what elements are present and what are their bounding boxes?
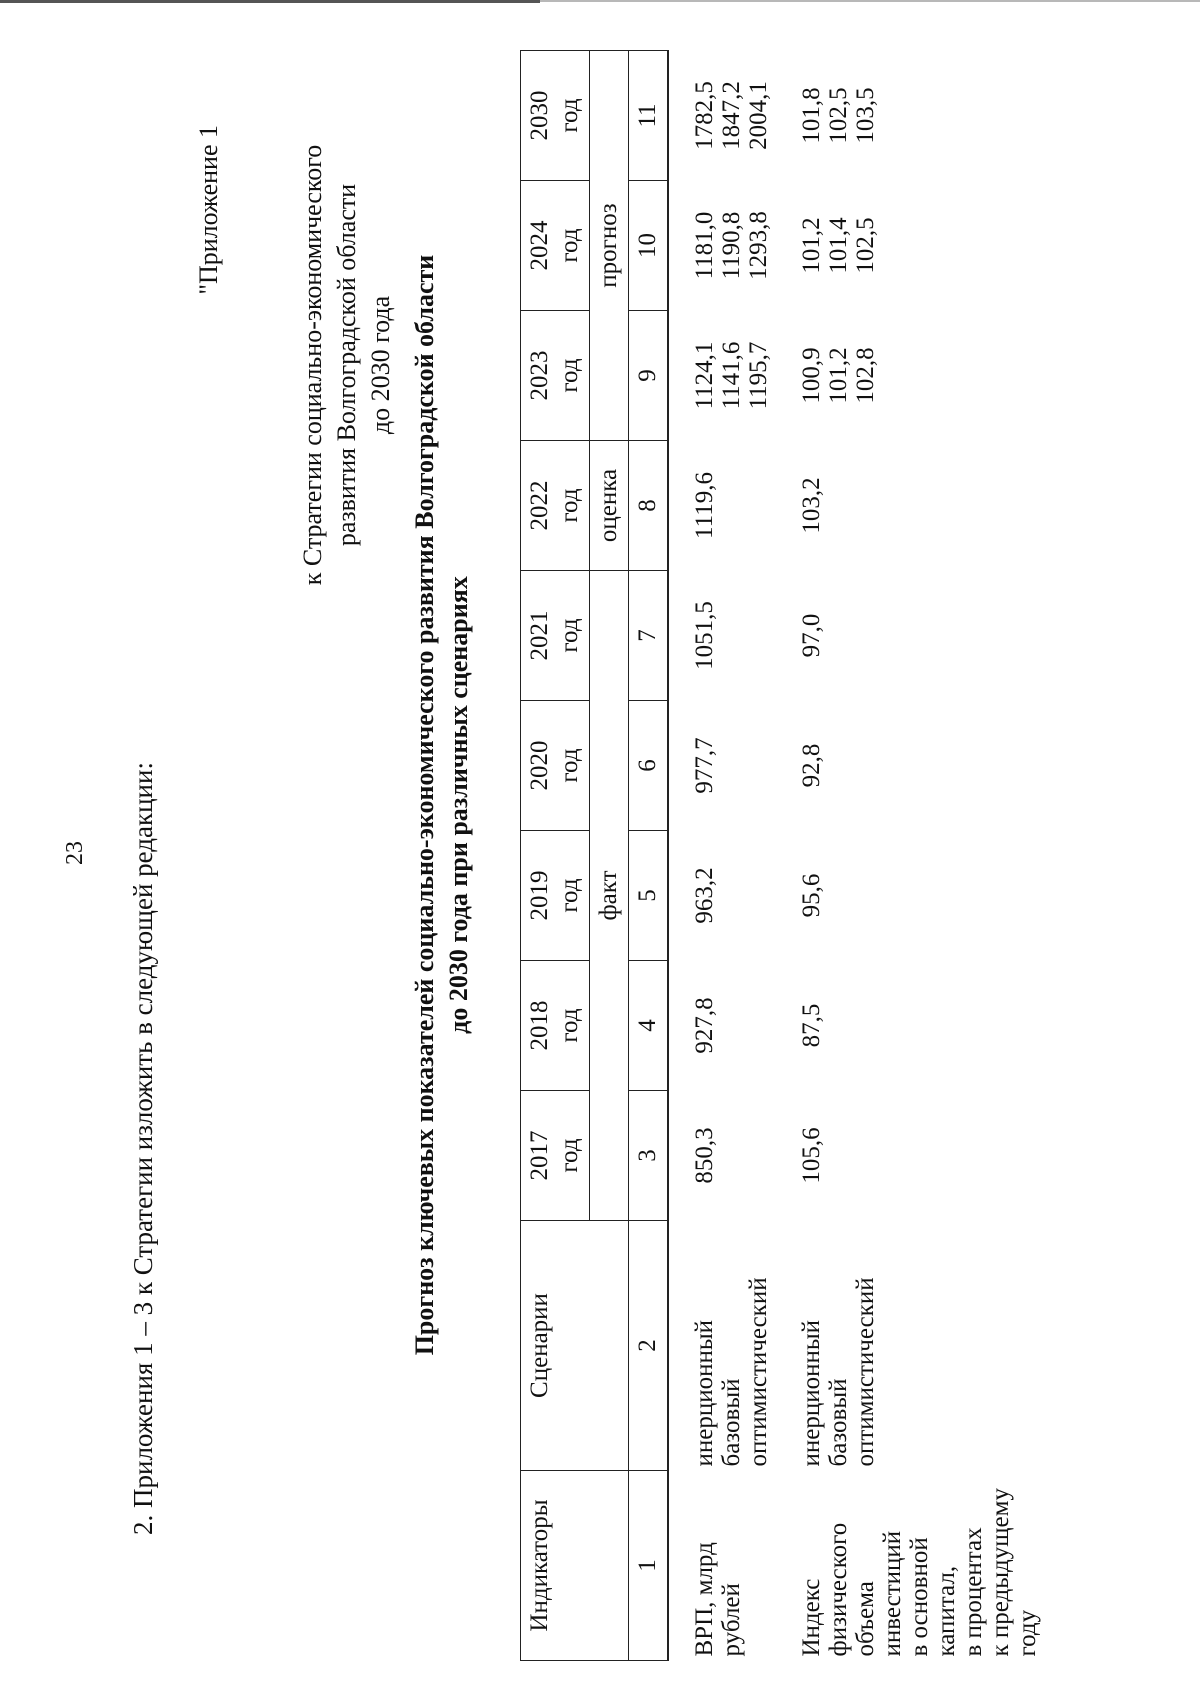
value: 850,3 bbox=[691, 1127, 718, 1184]
column-number: 3 bbox=[629, 1091, 669, 1221]
year-label: 2024 bbox=[526, 220, 553, 271]
column-number: 10 bbox=[629, 181, 669, 311]
year-unit: год bbox=[556, 488, 583, 523]
forecast-table bbox=[520, 50, 1045, 1661]
value: 100,9 bbox=[798, 347, 825, 404]
column-number: 8 bbox=[629, 441, 669, 571]
value-cell bbox=[776, 181, 1045, 311]
year-unit: год bbox=[556, 98, 583, 133]
value: 1124,1 bbox=[691, 341, 718, 410]
value: 977,7 bbox=[691, 737, 718, 794]
table-row bbox=[668, 51, 776, 1661]
value-cell bbox=[668, 961, 776, 1091]
value: 1847,2 bbox=[718, 81, 745, 150]
column-number: 6 bbox=[629, 701, 669, 831]
table-header-row bbox=[521, 51, 590, 1661]
value: 1119,6 bbox=[691, 472, 718, 539]
value: 963,2 bbox=[691, 867, 718, 924]
scenario-label: оптимистический bbox=[745, 1277, 772, 1467]
column-number: 2 bbox=[629, 1221, 669, 1471]
value-cell bbox=[776, 571, 1045, 701]
indicator-line: Индекс физического bbox=[798, 1522, 852, 1657]
year-label: 2023 bbox=[526, 350, 553, 401]
indicator-line: объема инвестиций bbox=[852, 1530, 906, 1657]
indicator-cell bbox=[776, 1471, 1045, 1661]
value: 1181,0 bbox=[691, 211, 718, 280]
indicator-line: году bbox=[1014, 1609, 1041, 1657]
value: 103,2 bbox=[798, 477, 825, 534]
header-year bbox=[521, 961, 590, 1091]
scenario-label: оптимистический bbox=[852, 1277, 879, 1467]
year-label: 2017 bbox=[526, 1130, 553, 1181]
appendix-block bbox=[192, 105, 398, 625]
year-label: 2020 bbox=[526, 740, 553, 791]
header-year bbox=[521, 311, 590, 441]
value-cell bbox=[776, 961, 1045, 1091]
value: 2004,1 bbox=[745, 81, 772, 150]
value: 102,5 bbox=[852, 217, 879, 274]
year-unit: год bbox=[556, 618, 583, 653]
year-label: 2030 bbox=[526, 90, 553, 141]
value: 102,8 bbox=[852, 347, 879, 404]
header-year bbox=[521, 181, 590, 311]
year-unit: год bbox=[556, 878, 583, 913]
intro-text: 2. Приложения 1 – 3 к Стратегии изложить в следующей редакции: bbox=[128, 762, 158, 1535]
group-estimate: оценка bbox=[590, 441, 629, 571]
value: 92,8 bbox=[798, 743, 825, 788]
appendix-caption-line: до 2030 года bbox=[366, 295, 395, 435]
value: 103,5 bbox=[852, 87, 879, 144]
value-cell bbox=[776, 311, 1045, 441]
header-scenarios: Сценарии bbox=[521, 1221, 629, 1471]
table-title-line: Прогноз ключевых показателей социально-экономического развития Волгоградской области bbox=[410, 254, 439, 1356]
value-cell bbox=[668, 701, 776, 831]
table-body bbox=[668, 51, 1045, 1661]
header-year bbox=[521, 441, 590, 571]
value: 102,5 bbox=[825, 87, 852, 144]
indicator-line: ВРП, млрд рублей bbox=[691, 1542, 745, 1657]
column-number: 4 bbox=[629, 961, 669, 1091]
year-label: 2018 bbox=[526, 1000, 553, 1051]
column-number: 1 bbox=[629, 1471, 669, 1661]
value-cell bbox=[776, 701, 1045, 831]
year-unit: год bbox=[556, 228, 583, 263]
value: 87,5 bbox=[798, 1003, 825, 1048]
table-row bbox=[776, 51, 1045, 1661]
scenario-label: инерционный bbox=[691, 1319, 718, 1467]
value-cell bbox=[776, 1091, 1045, 1221]
value: 101,2 bbox=[825, 347, 852, 404]
year-unit: год bbox=[556, 748, 583, 783]
scenario-label: базовый bbox=[718, 1378, 745, 1467]
table-title-line: до 2030 года при различных сценариях bbox=[444, 576, 473, 1034]
indicator-line: в основной капитал, bbox=[906, 1537, 960, 1657]
header-year bbox=[521, 831, 590, 961]
group-fact: факт bbox=[590, 571, 629, 1221]
table-title bbox=[408, 25, 476, 1585]
scenario-label: инерционный bbox=[798, 1319, 825, 1467]
value-cell bbox=[668, 1091, 776, 1221]
scenario-label: базовый bbox=[825, 1378, 852, 1467]
value: 101,4 bbox=[825, 217, 852, 274]
value: 105,6 bbox=[798, 1127, 825, 1184]
scenario-cell bbox=[668, 1221, 776, 1471]
value: 1293,8 bbox=[745, 211, 772, 280]
header-year bbox=[521, 51, 590, 181]
value: 95,6 bbox=[798, 873, 825, 918]
indicator-line: к предыдущему bbox=[987, 1488, 1014, 1657]
appendix-title: "Приложение 1 bbox=[194, 125, 223, 295]
value: 1782,5 bbox=[691, 81, 718, 150]
value: 101,8 bbox=[798, 87, 825, 144]
value: 1141,6 bbox=[718, 341, 745, 410]
header-year bbox=[521, 701, 590, 831]
column-number: 5 bbox=[629, 831, 669, 961]
appendix-caption-line: развития Волгоградской области bbox=[332, 183, 361, 547]
header-year bbox=[521, 1091, 590, 1221]
value: 97,0 bbox=[798, 613, 825, 658]
year-unit: год bbox=[556, 358, 583, 393]
column-number: 9 bbox=[629, 311, 669, 441]
column-number: 7 bbox=[629, 571, 669, 701]
value-cell bbox=[776, 441, 1045, 571]
value-cell bbox=[668, 441, 776, 571]
value-cell bbox=[668, 571, 776, 701]
value: 101,2 bbox=[798, 217, 825, 274]
group-forecast: прогноз bbox=[590, 51, 629, 441]
value-cell bbox=[776, 831, 1045, 961]
value-cell bbox=[776, 51, 1045, 181]
header-year bbox=[521, 571, 590, 701]
appendix-caption-line: к Стратегии социально-экономического bbox=[298, 144, 327, 586]
value-cell bbox=[668, 51, 776, 181]
column-number: 11 bbox=[629, 51, 669, 181]
value-cell bbox=[668, 181, 776, 311]
indicator-line: в процентах bbox=[960, 1527, 987, 1657]
column-number-row bbox=[629, 51, 669, 1661]
year-label: 2022 bbox=[526, 480, 553, 531]
page-number: 23 bbox=[62, 841, 88, 865]
value-cell bbox=[668, 831, 776, 961]
scenario-cell bbox=[776, 1221, 1045, 1471]
value: 1051,5 bbox=[691, 601, 718, 670]
year-label: 2019 bbox=[526, 870, 553, 921]
header-indicators: Индикаторы bbox=[521, 1471, 629, 1661]
year-unit: год bbox=[556, 1008, 583, 1043]
value-cell bbox=[668, 311, 776, 441]
year-label: 2021 bbox=[526, 610, 553, 661]
indicator-cell bbox=[668, 1471, 776, 1661]
year-unit: год bbox=[556, 1138, 583, 1173]
value: 1195,7 bbox=[745, 341, 772, 410]
value: 1190,8 bbox=[718, 211, 745, 280]
value: 927,8 bbox=[691, 997, 718, 1054]
